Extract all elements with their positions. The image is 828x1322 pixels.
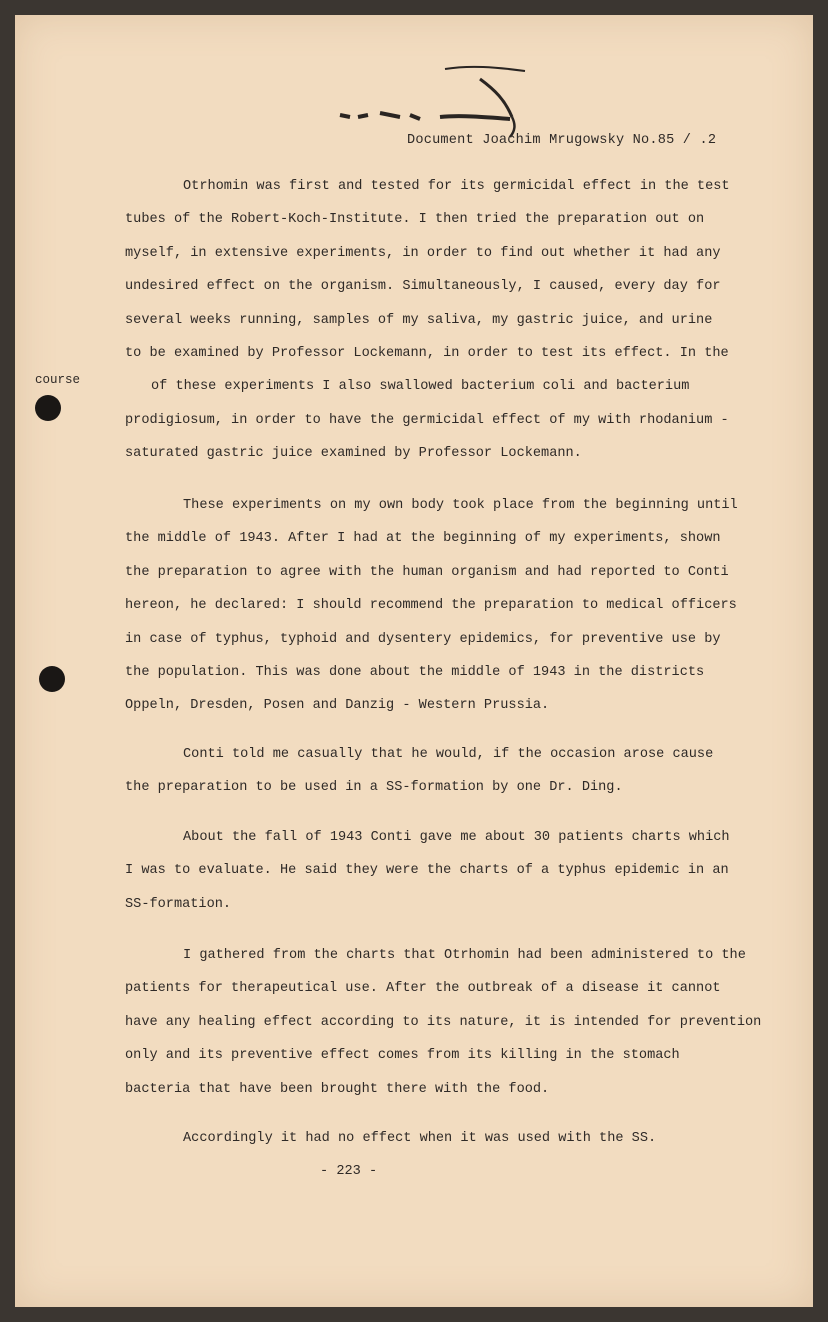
text-line: only and its preventive effect comes from its killing in the stomach — [125, 1048, 680, 1064]
text-line: About the fall of 1943 Conti gave me about 30 patients charts which — [183, 830, 730, 845]
text-line: the population. This was done about the middle of 1943 in the districts — [125, 664, 705, 680]
text-line: Oppeln, Dresden, Posen and Danzig - Western Prussia. — [125, 698, 550, 714]
text-line: of these experiments I also swallowed bacterium coli and bacterium — [151, 379, 690, 395]
text-line: I was to evaluate. He said they were the charts of a typhus epidemic in an — [125, 863, 729, 879]
paragraph-5 — [125, 939, 785, 1106]
text-line: Conti told me casually that he would, if the occasion arose cause — [183, 747, 714, 762]
document-reference: Document Joachim Mrugowsky No.85 / .2 — [407, 133, 717, 148]
page-number: - 223 - — [320, 1164, 378, 1179]
text-line: patients for therapeutical use. After the outbreak of a disease it cannot — [125, 981, 721, 997]
paragraph-3 — [125, 738, 785, 805]
text-line: hereon, he declared: I should recommend the preparation to medical officers — [125, 598, 737, 614]
text-line: undesired effect on the organism. Simultaneously, I caused, every day for — [125, 279, 721, 295]
text-line: Accordingly it had no effect when it was used with the SS. — [183, 1131, 657, 1146]
text-line: saturated gastric juice examined by Professor Lockemann. — [125, 446, 582, 462]
punch-hole-top — [35, 395, 61, 421]
punch-hole-bottom — [39, 666, 65, 692]
text-line: the preparation to agree with the human organism and had reported to Conti — [125, 564, 729, 580]
text-line: in case of typhus, typhoid and dysentery epidemics, for preventive use by — [125, 631, 721, 647]
document-page — [15, 15, 813, 1307]
text-line: I gathered from the charts that Otrhomin had been administered to the — [183, 948, 746, 963]
text-line: SS-formation. — [125, 896, 232, 912]
paragraph-1 — [125, 170, 785, 471]
text-line: the preparation to be used in a SS-formation by one Dr. Ding. — [125, 780, 623, 796]
handwritten-scribble — [320, 55, 530, 145]
paragraph-2 — [125, 489, 785, 723]
text-line: These experiments on my own body took place from the beginning until — [183, 498, 738, 513]
text-line: myself, in extensive experiments, in order to find out whether it had any — [125, 245, 721, 261]
handwritten-insertion: course — [35, 373, 81, 387]
text-line: several weeks running, samples of my saliva, my gastric juice, and urine — [125, 312, 713, 328]
text-line: bacteria that have been brought there with the food. — [125, 1081, 550, 1097]
text-line: Otrhomin was first and tested for its germicidal effect in the test — [183, 179, 730, 194]
text-line: have any healing effect according to its nature, it is intended for prevention — [125, 1014, 762, 1030]
text-line: prodigiosum, in order to have the germicidal effect of my with rhodanium - — [125, 412, 729, 428]
text-line: the middle of 1943. After I had at the beginning of my experiments, shown — [125, 531, 721, 547]
paragraph-4 — [125, 821, 785, 921]
text-line: to be examined by Professor Lockemann, in order to test its effect. In the — [125, 345, 729, 361]
paragraph-6 — [125, 1122, 785, 1155]
text-line: tubes of the Robert-Koch-Institute. I then tried the preparation out on — [125, 212, 705, 228]
